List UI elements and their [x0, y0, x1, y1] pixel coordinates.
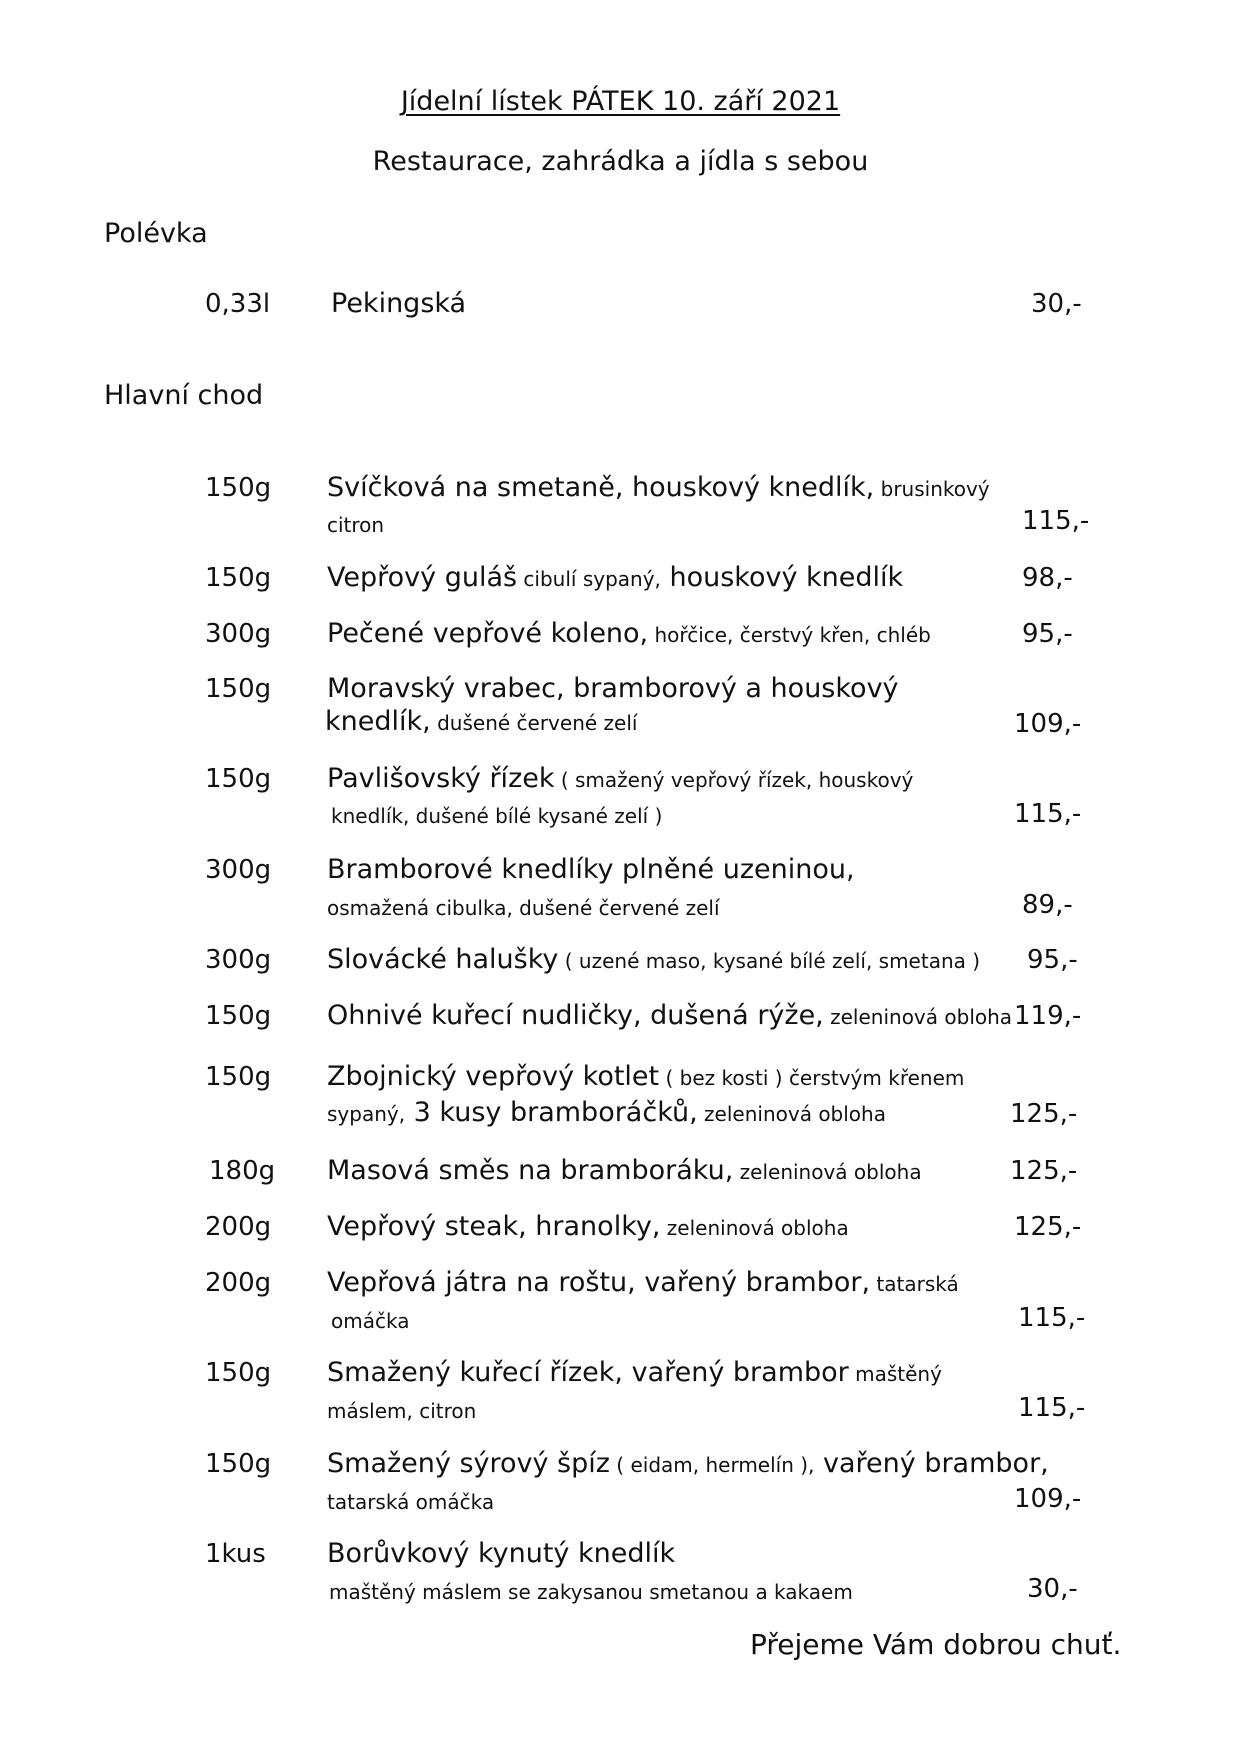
item-price: 109,-: [1014, 1484, 1082, 1514]
item-description-line1: Ohnivé kuřecí nudličky, dušená rýže, zeleninová obloha: [327, 1000, 1013, 1031]
item-description-line1: Bramborové knedlíky plněné uzeninou,: [327, 854, 855, 885]
item-quantity: 300g: [205, 619, 272, 649]
item-description-line1: Pečené vepřové koleno, hořčice, čerstvý křen, chléb: [327, 618, 931, 649]
item-description-line1: Slovácké halušky ( uzené maso, kysané bílé zelí, smetana ): [327, 944, 981, 975]
item-description-line2: maštěný máslem se zakysanou smetanou a kakaem: [329, 1580, 853, 1604]
item-quantity: 150g: [205, 1449, 272, 1479]
item-description-line1: Smažený sýrový špíz ( eidam, hermelín ), vařený brambor,: [327, 1448, 1049, 1479]
item-price: 115,-: [1018, 1303, 1086, 1333]
item-price: 125,-: [1014, 1212, 1082, 1242]
item-price: 125,-: [1010, 1156, 1078, 1186]
item-quantity: 200g: [205, 1268, 272, 1298]
section-soup-heading: Polévka: [104, 218, 208, 249]
item-quantity: 0,33l: [205, 289, 271, 319]
item-quantity: 150g: [205, 1062, 272, 1092]
item-price: 119,-: [1014, 1001, 1082, 1031]
item-price: 98,-: [1022, 563, 1073, 593]
item-name: Pekingská: [331, 288, 467, 319]
section-main-heading: Hlavní chod: [104, 380, 264, 411]
item-quantity: 150g: [205, 674, 272, 704]
item-description-line2: omáčka: [331, 1309, 410, 1333]
item-price: 115,-: [1022, 506, 1090, 536]
item-price: 95,-: [1027, 945, 1078, 975]
item-quantity: 150g: [205, 1358, 272, 1388]
item-description-line1: Smažený kuřecí řízek, vařený brambor maštěný: [327, 1357, 942, 1388]
item-description-line1: Vepřový guláš cibulí sypaný, houskový knedlík: [327, 562, 904, 593]
item-description-line2: osmažená cibulka, dušené červené zelí: [327, 896, 720, 920]
item-quantity: 180g: [209, 1156, 276, 1186]
item-description-line1: Vepřový steak, hranolky, zeleninová obloha: [327, 1211, 849, 1242]
item-description-line1: Svíčková na smetaně, houskový knedlík, brusinkový: [327, 472, 990, 503]
item-description-line1: Pavlišovský řízek ( smažený vepřový řízek, houskový: [327, 763, 914, 794]
item-price: 125,-: [1010, 1099, 1078, 1129]
item-quantity: 150g: [205, 1001, 272, 1031]
item-description-line2: máslem, citron: [327, 1399, 477, 1423]
item-quantity: 150g: [205, 563, 272, 593]
item-price: 30,-: [1027, 1574, 1078, 1604]
item-quantity: 1kus: [205, 1539, 266, 1569]
item-quantity: 200g: [205, 1212, 272, 1242]
item-description-line2: citron: [327, 513, 385, 537]
item-quantity: 150g: [205, 473, 272, 503]
item-description-line1: Moravský vrabec, bramborový a houskový: [327, 673, 899, 704]
item-description-line1: Zbojnický vepřový kotlet ( bez kosti ) čerstvým křenem: [327, 1061, 965, 1092]
menu-title: Jídelní lístek PÁTEK 10. září 2021: [400, 86, 841, 117]
item-quantity: 300g: [205, 855, 272, 885]
item-description-line2: sypaný, 3 kusy bramboráčků, zeleninová obloha: [327, 1097, 886, 1128]
item-price: 109,-: [1014, 709, 1082, 739]
item-description-line2: knedlík, dušené červené zelí: [325, 706, 638, 737]
item-quantity: 150g: [205, 764, 272, 794]
menu-subtitle: Restaurace, zahrádka a jídla s sebou: [372, 146, 869, 177]
item-quantity: 300g: [205, 945, 272, 975]
item-description-line2: knedlík, dušené bílé kysané zelí ): [331, 804, 663, 828]
item-description-line1: Vepřová játra na roštu, vařený brambor, tatarská: [327, 1267, 959, 1298]
item-price: 115,-: [1014, 799, 1082, 829]
closing-greeting: Přejeme Vám dobrou chuť.: [750, 1628, 1122, 1661]
item-price: 115,-: [1018, 1393, 1086, 1423]
item-price: 89,-: [1022, 890, 1073, 920]
item-description-line1: Masová směs na bramboráku, zeleninová obloha: [327, 1155, 922, 1186]
item-description-line2: tatarská omáčka: [327, 1490, 495, 1514]
item-price: 95,-: [1022, 619, 1073, 649]
item-description-line1: Borůvkový kynutý knedlík: [327, 1538, 676, 1569]
item-price: 30,-: [1031, 289, 1082, 319]
